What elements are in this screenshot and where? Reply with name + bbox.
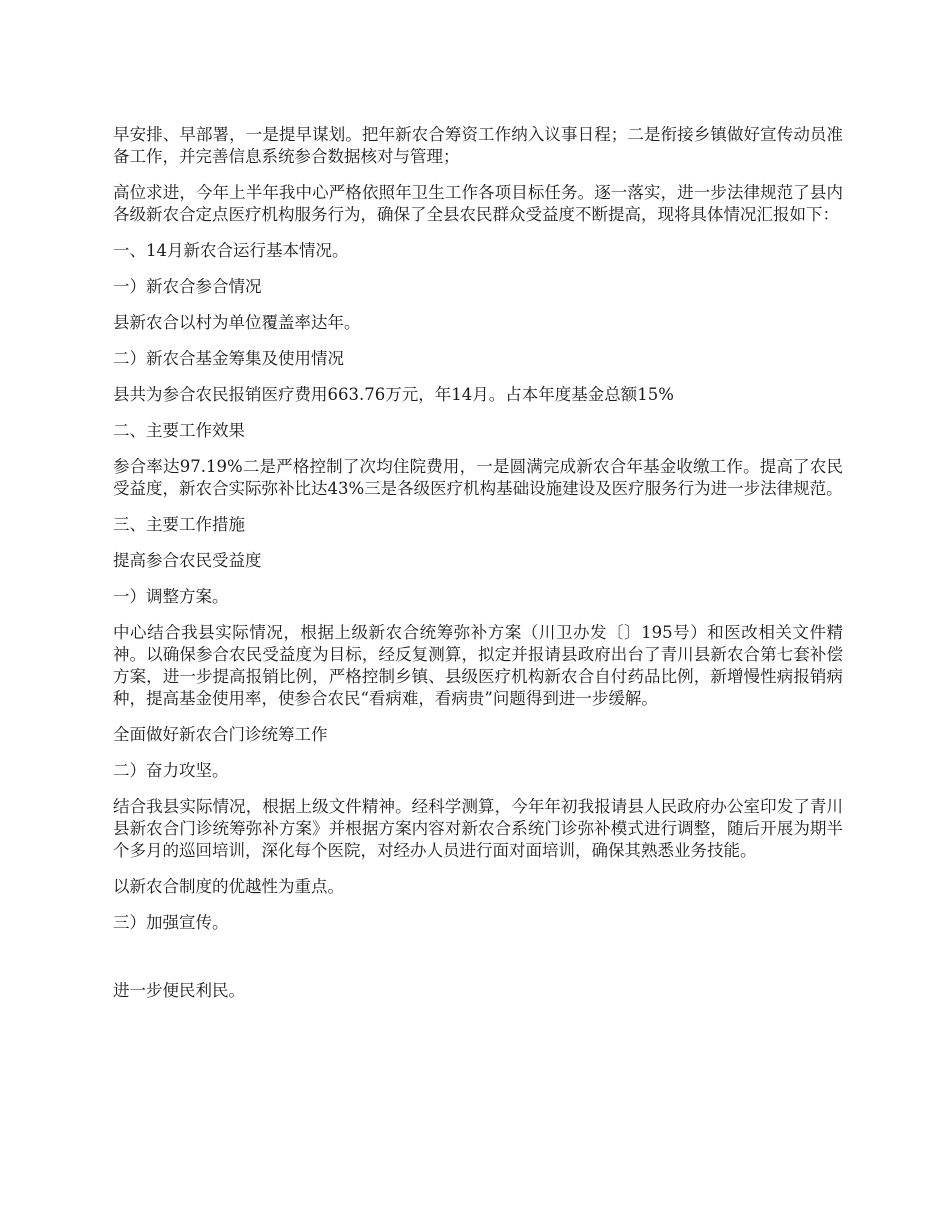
heading-section-2: 二、主要工作效果 [113,421,245,440]
paragraph-coverage: 县新农合以村为单位覆盖率达年。 [113,313,361,332]
paragraph-intro: 高位求进，今年上半年我中心严格依照年卫生工作各项目标任务。逐一落实，进一步法律规范了县内各级新农合定点医疗机构服务行为，确保了全县农民群众受益度不断提高，现将具体情况汇报如下： [113,183,843,224]
paragraph-convenience: 进一步便民利民。 [113,981,245,1000]
document-body [113,124,843,1016]
heading-section-3: 三、主要工作措施 [113,515,245,534]
paragraph-adjust-plan: 中心结合我县实际情况，根据上级新农合统筹弥补方案（川卫办发〔〕195号）和医改相关文件精神。以确保参合农民受益度为目标，经反复测算，拟定并报请县政府出台了青川县新农合第七套补偿方案，进一步提高报销比例，严格控制乡镇、县级医疗机构新农合自付药品比例，新增慢性病报销病种，提高基金使用率，使参合农民“看病难，看病贵”问题得到进一步缓解。 [113,623,843,708]
paragraph-benefit-goal: 提高参合农民受益度 [113,551,262,570]
heading-section-1: 一、14月新农合运行基本情况。 [113,241,349,260]
paragraph-outpatient: 全面做好新农合门诊统筹工作 [113,725,328,744]
paragraph-results: 参合率达97.19%二是严格控制了次均住院费用，一是圆满完成新农合年基金收缴工作。提高了农民受益度，新农合实际弥补比达43%三是各级医疗机构基础设施建设及医疗服务行为进一步法律规范。 [113,457,843,498]
subheading-push-forward: 二）奋力攻坚。 [113,761,229,780]
subheading-adjust-plan: 一）调整方案。 [113,587,229,606]
subheading-participation: 一）新农合参合情况 [113,277,262,296]
paragraph-preparation: 早安排、早部署，一是提早谋划。把年新农合筹资工作纳入议事日程；二是衔接乡镇做好宣传动员准备工作，并完善信息系统参合数据核对与管理； [113,125,843,166]
subheading-publicity: 三）加强宣传。 [113,913,229,932]
paragraph-advantages: 以新农合制度的优越性为重点。 [113,877,344,896]
paragraph-fund-usage: 县共为参合农民报销医疗费用663.76万元，年14月。占本年度基金总额15% [113,385,674,404]
subheading-fund: 二）新农合基金筹集及使用情况 [113,349,344,368]
paragraph-outpatient-plan: 结合我县实际情况，根据上级文件精神。经科学测算，今年年初我报请县人民政府办公室印发了青川县新农合门诊统筹弥补方案》并根据方案内容对新农合系统门诊弥补模式进行调整，随后开展为期半个多月的巡回培训，深化每个医院，对经办人员进行面对面培训，确保其熟悉业务技能。 [113,797,843,860]
